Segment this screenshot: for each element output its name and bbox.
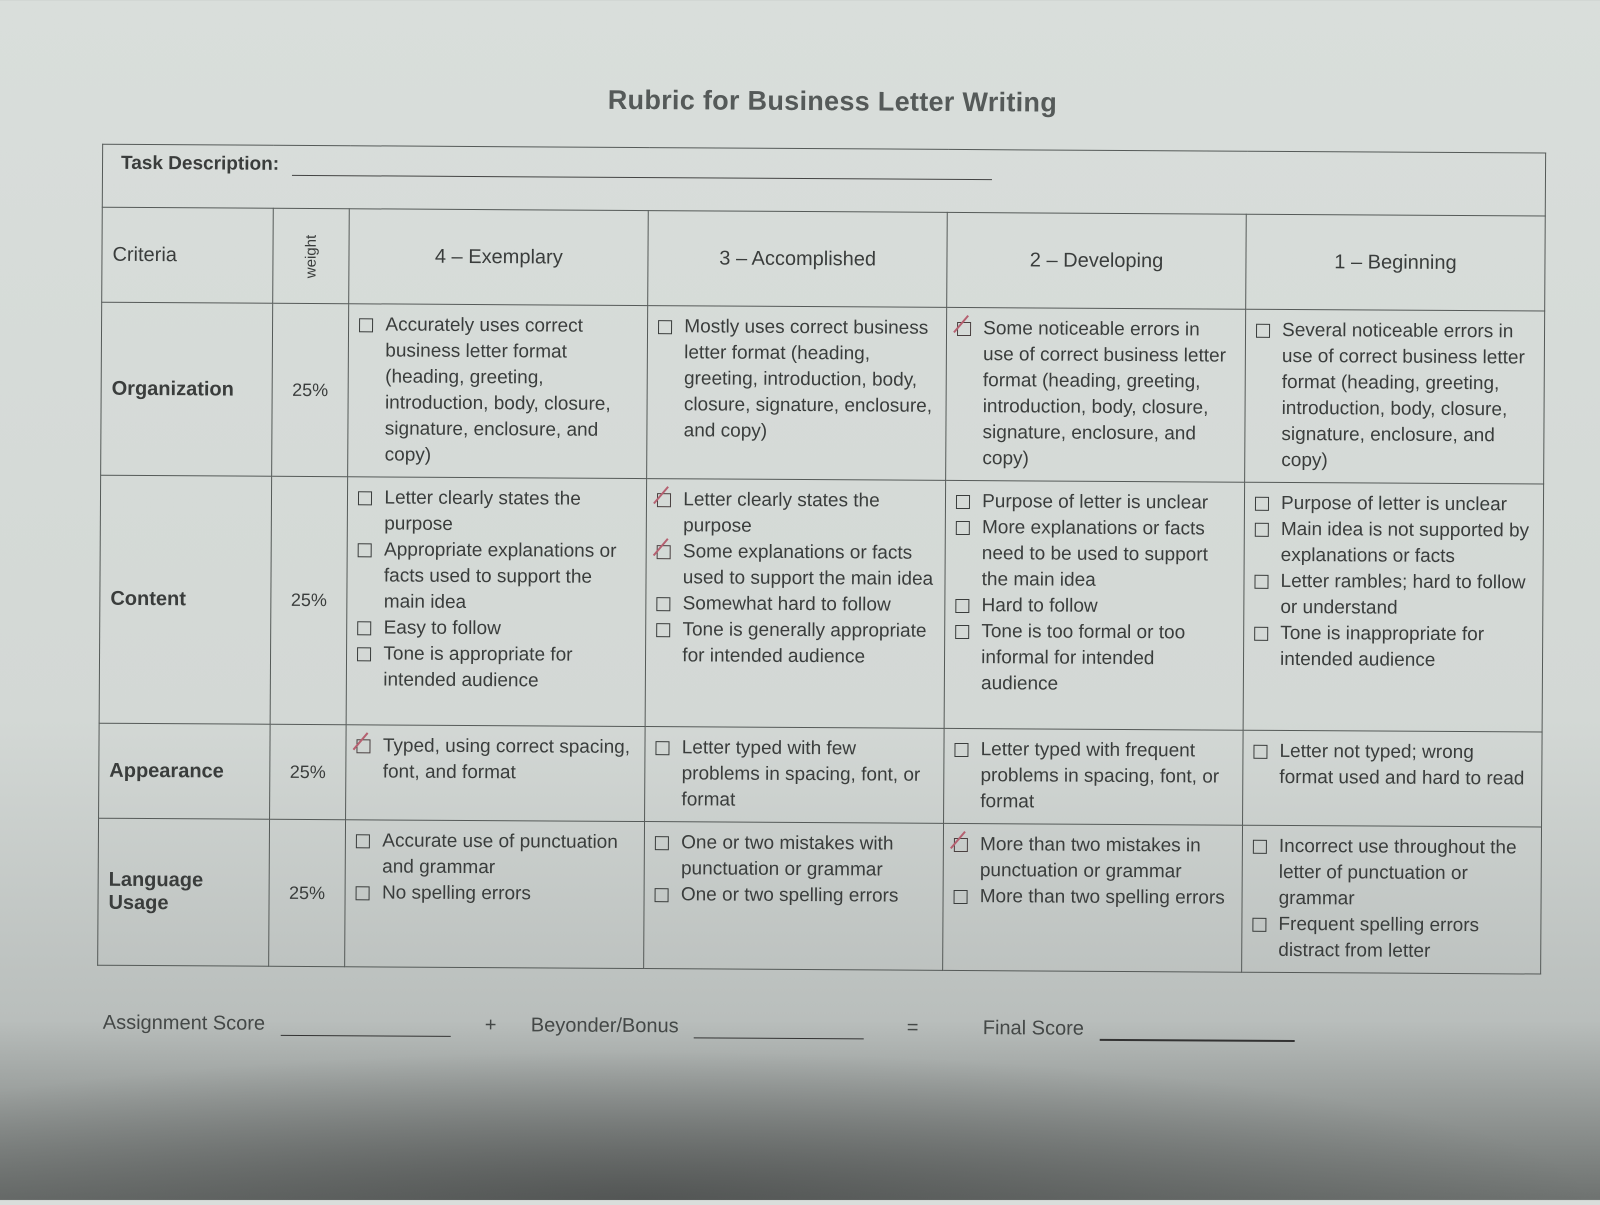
assignment-score-label: Assignment Score <box>103 1012 451 1037</box>
checkbox-icon[interactable] <box>955 625 969 639</box>
checkbox-icon[interactable] <box>358 621 372 635</box>
final-score-label: Final Score <box>983 1017 1295 1042</box>
rubric-item-text: Tone is too formal or too informal for intended audience <box>980 621 1186 695</box>
rubric-item-text: Some explanations or facts used to support the main idea <box>682 541 934 590</box>
rubric-item-text: Letter clearly states the purpose <box>683 489 880 537</box>
rubric-item-text: Accurately uses correct business letter format (heading, greeting, introduction, body, closure, signature, enclosure, and copy) <box>384 314 611 466</box>
checked-checkbox-icon[interactable] <box>657 493 671 507</box>
checkbox-icon[interactable] <box>358 491 372 505</box>
rubric-item-text: One or two spelling errors <box>680 884 899 907</box>
bonus-label: Beyonder/Bonus <box>531 1014 865 1039</box>
level-header-4: 4 – Exemplary <box>349 209 648 306</box>
rubric-item[interactable] <box>358 537 636 617</box>
checkbox-icon[interactable] <box>655 836 669 850</box>
criterion-weight: 25% <box>271 303 349 476</box>
rubric-item-text: Easy to follow <box>383 617 501 640</box>
criteria-header: Criteria <box>102 207 273 303</box>
rubric-item-text: Purpose of letter is unclear <box>982 491 1209 514</box>
checkbox-icon[interactable] <box>956 495 970 509</box>
checkbox-icon[interactable] <box>358 543 372 557</box>
level-cell <box>645 727 944 824</box>
rubric-item-text: Letter not typed; wrong format used and hard to read <box>1279 740 1525 790</box>
rubric-item[interactable] <box>356 828 634 882</box>
checkbox-icon[interactable] <box>956 521 970 535</box>
rubric-item-text: Letter rambles; hard to follow or understand <box>1280 570 1526 619</box>
criterion-row <box>99 723 1543 827</box>
criterion-weight: 25% <box>270 476 348 724</box>
checkbox-icon[interactable] <box>1255 523 1269 537</box>
level-cell <box>944 728 1243 825</box>
rubric-item-text: Accurate use of punctuation and grammar <box>382 830 618 879</box>
rubric-item[interactable] <box>1255 318 1534 476</box>
checkbox-icon[interactable] <box>356 834 370 848</box>
level-cell <box>946 307 1246 482</box>
rubric-item[interactable] <box>655 882 933 910</box>
checkbox-icon[interactable] <box>356 886 370 900</box>
criterion-weight: 25% <box>268 819 346 966</box>
page-title: Rubric for Business Letter Writing <box>607 84 1058 118</box>
rubric-item[interactable] <box>358 615 636 643</box>
equals-sign: = <box>906 1016 919 1039</box>
rubric-item-text: More explanations or facts need to be used to support the main idea <box>981 517 1208 591</box>
rubric-item[interactable] <box>954 884 1232 912</box>
checked-checkbox-icon[interactable] <box>357 739 371 753</box>
rubric-item-text: Main idea is not supported by explanations or facts <box>1280 518 1530 568</box>
rubric-item[interactable] <box>954 737 1232 817</box>
criterion-row <box>99 475 1543 732</box>
checkbox-icon[interactable] <box>658 320 672 334</box>
rubric-item[interactable] <box>655 735 933 815</box>
rubric-item-text: Appropriate explanations or facts used to support the main idea <box>383 539 617 613</box>
criterion-row <box>98 818 1542 974</box>
rubric-item[interactable] <box>357 733 635 787</box>
checked-checkbox-icon[interactable] <box>957 322 971 336</box>
rubric-item[interactable] <box>657 539 935 593</box>
checkbox-icon[interactable] <box>955 599 969 613</box>
level-cell <box>348 304 648 479</box>
rubric-item[interactable] <box>1255 517 1533 571</box>
checkbox-icon[interactable] <box>1255 497 1269 511</box>
weight-header: weight <box>272 208 349 303</box>
rubric-item[interactable] <box>955 619 1233 699</box>
level-cell <box>644 822 944 971</box>
rubric-item[interactable] <box>1253 834 1531 914</box>
rubric-item[interactable] <box>954 832 1232 886</box>
rubric-item[interactable] <box>657 591 935 619</box>
checkbox-icon[interactable] <box>1253 745 1267 759</box>
rubric-item[interactable] <box>955 593 1233 621</box>
rubric-item[interactable] <box>356 880 634 908</box>
rubric-item-text: Tone is appropriate for intended audience <box>383 643 573 692</box>
rubric-item[interactable] <box>1255 491 1533 519</box>
criterion-name: Organization <box>101 302 273 476</box>
criterion-name: Appearance <box>99 723 270 819</box>
criterion-row <box>101 302 1545 484</box>
plus-sign: + <box>484 1014 497 1037</box>
rubric-item[interactable] <box>956 316 1235 474</box>
rubric-item-text: One or two mistakes with punctuation or grammar <box>680 832 894 881</box>
checked-checkbox-icon[interactable] <box>954 838 968 852</box>
rubric-item-text: Tone is inappropriate for intended audience <box>1280 622 1485 671</box>
rubric-item-text: Frequent spelling errors distract from letter <box>1278 913 1480 962</box>
rubric-table <box>97 144 1546 975</box>
checkbox-icon[interactable] <box>1254 575 1268 589</box>
checkbox-icon[interactable] <box>1252 918 1266 932</box>
rubric-item-text: Purpose of letter is unclear <box>1280 492 1508 516</box>
checkbox-icon[interactable] <box>656 741 670 755</box>
level-header-1: 1 – Beginning <box>1246 214 1546 311</box>
criterion-weight: 25% <box>269 724 346 819</box>
rubric-item[interactable] <box>357 641 635 695</box>
checkbox-icon[interactable] <box>656 623 670 637</box>
rubric-item[interactable] <box>1252 912 1530 966</box>
level-cell <box>943 823 1243 972</box>
checkbox-icon[interactable] <box>1254 627 1268 641</box>
bonus-field[interactable] <box>694 1019 864 1039</box>
rubric-item[interactable] <box>1253 739 1531 793</box>
level-header-2: 2 – Developing <box>947 212 1246 309</box>
rubric-item-text: Hard to follow <box>981 595 1098 617</box>
rubric-item-text: Mostly uses correct business letter format (heading, greeting, introduction, body, closure, signature, enclosure, and copy) <box>683 316 933 442</box>
rubric-item-text: Typed, using correct spacing, font, and format <box>382 735 631 784</box>
rubric-item[interactable] <box>956 489 1234 517</box>
rubric-item-text: Letter typed with frequent problems in spacing, font, or format <box>980 739 1220 813</box>
rubric-item[interactable] <box>1254 621 1532 675</box>
rubric-item-text: Letter typed with few problems in spacing, font, or format <box>681 737 921 811</box>
rubric-item-text: No spelling errors <box>381 882 531 905</box>
final-score-field[interactable] <box>1099 1021 1294 1042</box>
rubric-item[interactable] <box>658 314 937 446</box>
level-cell <box>1245 309 1545 484</box>
checkbox-icon[interactable] <box>1253 840 1267 854</box>
checkbox-icon[interactable] <box>657 597 671 611</box>
task-description-field[interactable] <box>292 157 992 180</box>
level-cell <box>647 306 947 481</box>
rubric-item[interactable] <box>655 830 933 884</box>
rubric-item-text: Letter clearly states the purpose <box>384 487 581 535</box>
level-header-3: 3 – Accomplished <box>648 211 947 308</box>
header-row <box>102 207 1546 311</box>
rubric-item-text: Incorrect use throughout the letter of punctuation or grammar <box>1278 835 1517 910</box>
task-description-label: Task Description: <box>120 152 280 175</box>
checkbox-icon[interactable] <box>359 318 373 332</box>
level-cell <box>346 725 645 822</box>
rubric-item[interactable] <box>359 312 638 470</box>
rubric-item-text: More than two mistakes in punctuation or grammar <box>979 834 1201 883</box>
rubric-item-text: Tone is generally appropriate for intended audience <box>682 619 927 668</box>
score-footer <box>102 1011 1323 1040</box>
checkbox-icon[interactable] <box>357 647 371 661</box>
level-cell <box>347 477 647 727</box>
checkbox-icon[interactable] <box>954 890 968 904</box>
assignment-score-field[interactable] <box>281 1017 451 1037</box>
level-cell <box>645 479 945 729</box>
rubric-item-text: More than two spelling errors <box>979 886 1225 909</box>
level-cell <box>1242 825 1542 974</box>
level-cell <box>345 820 645 969</box>
checkbox-icon[interactable] <box>655 888 669 902</box>
checkbox-icon[interactable] <box>1256 324 1270 338</box>
checked-checkbox-icon[interactable] <box>657 545 671 559</box>
level-cell <box>944 480 1244 730</box>
rubric-item-text: Somewhat hard to follow <box>682 593 891 616</box>
rubric-item-text: Several noticeable errors in use of correct business letter format (heading, greeting, introduction, body, closure, signature, enclosure, and copy) <box>1281 319 1525 472</box>
rubric-item-text: Some noticeable errors in use of correct business letter format (heading, greeting, introduction, body, closure, signature, enclosure, and copy) <box>982 318 1226 470</box>
rubric-item[interactable] <box>657 487 935 541</box>
rubric-item[interactable] <box>956 515 1234 595</box>
task-description-row <box>102 144 1545 216</box>
criterion-name: Language Usage <box>98 818 269 966</box>
criterion-name: Content <box>99 475 271 724</box>
rubric-item[interactable] <box>358 485 636 539</box>
rubric-item[interactable] <box>1254 569 1532 623</box>
level-cell <box>1243 730 1543 827</box>
level-cell <box>1243 482 1543 732</box>
checkbox-icon[interactable] <box>955 743 969 757</box>
rubric-item[interactable] <box>656 617 934 671</box>
